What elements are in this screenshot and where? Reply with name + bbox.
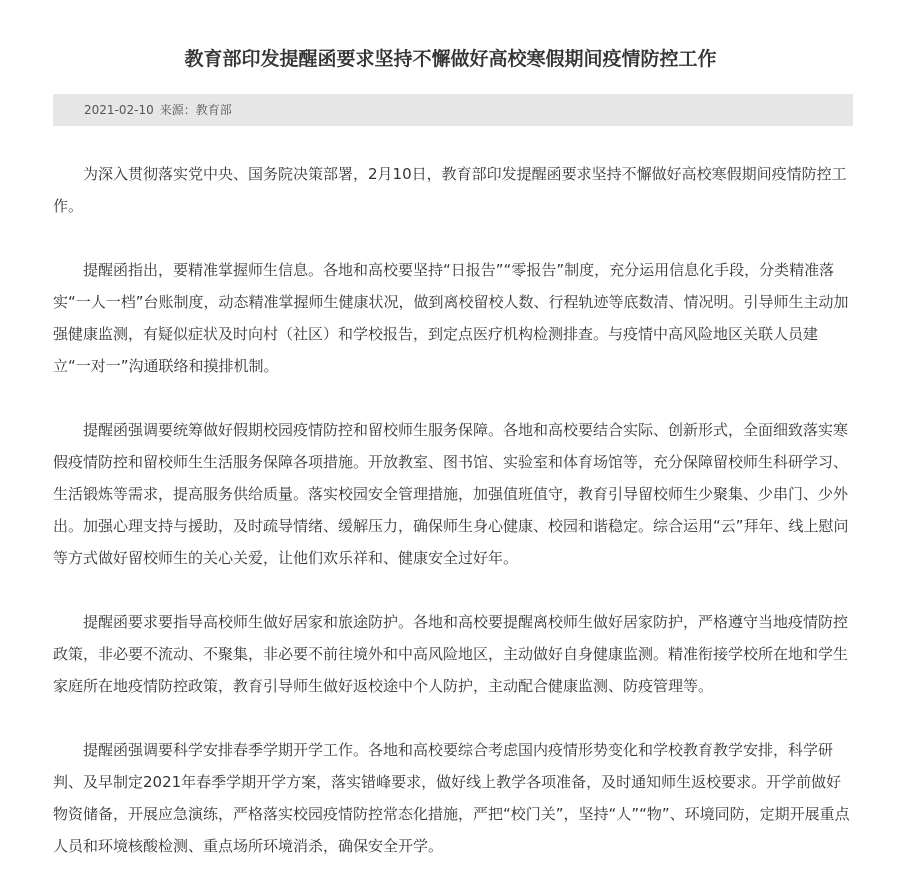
publish-date: 2021-02-10 bbox=[84, 103, 154, 117]
article-body bbox=[53, 158, 853, 894]
article-paragraph: 提醒函强调要科学安排春季学期开学工作。各地和高校要综合考虑国内疫情形势变化和学校教育教学安排，科学研判、及早制定2021年春季学期开学方案，落实错峰要求，做好线上教学各项准备，及时通知师生返校要求。开学前做好物资储备，开展应急演练，严格落实校园疫情防控常态化措施，严把“校门关”，坚持“人”“物”、环境同防，定期开展重点人员和环境核酸检测、重点场所环境消杀，确保安全开学。 bbox=[53, 741, 850, 855]
article-source: 来源：教育部 bbox=[159, 103, 232, 117]
article-meta-bar bbox=[53, 94, 853, 126]
article-paragraph: 提醒函强调要统筹做好假期校园疫情防控和留校师生服务保障。各地和高校要结合实际、创新形式，全面细致落实寒假疫情防控和留校师生生活服务保障各项措施。开放教室、图书馆、实验室和体育场馆等，充分保障留校师生科研学习、生活锻炼等需求，提高服务供给质量。落实校园安全管理措施，加强值班值守，教育引导留校师生少聚集、少串门、少外出。加强心理支持与援助，及时疏导情绪、缓解压力，确保师生身心健康、校园和谐稳定。综合运用“云”拜年、线上慰问等方式做好留校师生的关心关爱，让他们欢乐祥和、健康安全过好年。 bbox=[53, 421, 849, 567]
article-paragraph: 为深入贯彻落实党中央、国务院决策部署，2月10日，教育部印发提醒函要求坚持不懈做好高校寒假期间疫情防控工作。 bbox=[53, 165, 847, 215]
article-paragraph: 提醒函要求要指导高校师生做好居家和旅途防护。各地和高校要提醒离校师生做好居家防护，严格遵守当地疫情防控政策，非必要不流动、不聚集，非必要不前往境外和中高风险地区，主动做好自身健康监测。精准衔接学校所在地和学生家庭所在地疫情防控政策，教育引导师生做好返校途中个人防护，主动配合健康监测、防疫管理等。 bbox=[53, 613, 849, 695]
article-paragraph: 提醒函指出，要精准掌握师生信息。各地和高校要坚持“日报告”“零报告”制度，充分运用信息化手段，分类精准落实“一人一档”台账制度，动态精准掌握师生健康状况，做到离校留校人数、行程轨迹等底数清、情况明。引导师生主动加强健康监测，有疑似症状及时向村（社区）和学校报告，到定点医疗机构检测排查。与疫情中高风险地区关联人员建立“一对一”沟通联络和摸排机制。 bbox=[53, 261, 849, 375]
article-title: 教育部印发提醒函要求坚持不懈做好高校寒假期间疫情防控工作 bbox=[184, 48, 717, 70]
